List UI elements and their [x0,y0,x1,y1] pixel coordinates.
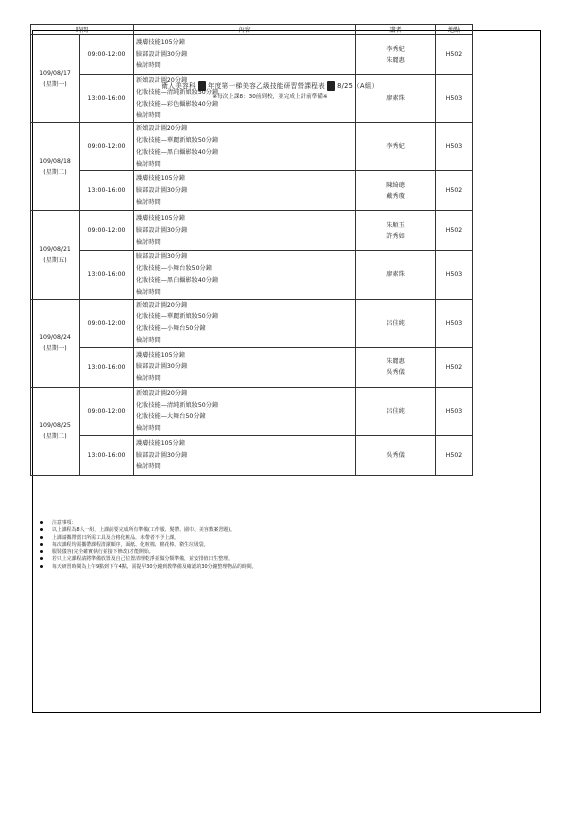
content-line: 新娘設計圖20分鐘 [136,389,188,397]
table-row [31,251,473,299]
room-cell: H503 [436,251,473,299]
time-cell: 09:00-12:00 [80,123,134,171]
content-cell [134,211,356,251]
note-item [40,535,480,542]
teacher-name: 呂佳純 [386,319,405,327]
table-header-row [31,25,473,35]
note-text: 每天研習時間為上午9點到下午4點，需提早30分鐘到教準備及確認的30分鐘整理物品的時間。 [52,563,257,570]
room-cell: H503 [436,75,473,123]
table-row [31,171,473,211]
table-row [31,35,473,75]
content-line: 新娘設計圖20分鐘 [136,77,188,84]
teacher-name: 朱麗惠 [386,56,405,64]
content-line: 檢討時間 [136,463,161,471]
room-cell: H503 [436,123,473,171]
weekday-label: (星期一) [43,345,67,353]
teacher-cell [356,347,436,387]
weekday-label: (星期一) [43,80,67,88]
content-line: 化妝技能—小舞台50分鐘 [136,325,206,333]
bullet-icon [40,557,43,560]
date-label: 109/08/18 [39,157,71,165]
room-cell: H502 [436,347,473,387]
content-cell [134,299,356,347]
bullet-icon [40,536,43,539]
time-cell: 09:00-12:00 [80,299,134,347]
content-cell [134,35,356,75]
teacher-name: 朱順玉 [386,221,405,229]
date-cell [31,211,80,299]
room-cell: H502 [436,211,473,251]
date-cell [31,35,80,123]
content-cell [134,251,356,299]
content-line: 護膚技能105分鐘 [136,215,185,223]
time-cell: 13:00-16:00 [80,75,134,123]
date-label: 109/08/24 [39,334,71,342]
teacher-name: 戴秀瓊 [386,192,405,200]
content-line: 化妝技能—清純新娘妝50分鐘 [136,401,219,409]
teacher-cell [356,435,436,475]
content-line: 檢討時間 [136,198,161,206]
teacher-name: 吳秀儀 [386,369,405,377]
content-line: 護膚技能105分鐘 [136,175,185,183]
note-text: 服裝儀容(完全確實執行並接下修改)才能開始。 [52,549,154,556]
teacher-name: 許秀如 [386,232,405,240]
content-line: 檢討時間 [136,425,161,433]
content-line: 臉部設計圖30分鐘 [136,253,188,261]
date-cell [31,387,80,475]
content-line: 檢討時間 [136,238,161,246]
bullet-icon [40,521,43,524]
note-text: 上課請攜帶當日所需工具及合格化粧品，未帶者不予上課。 [52,534,180,541]
content-cell [134,75,356,123]
teacher-name: 李秀妃 [386,143,405,151]
content-line: 新娘設計圖20分鐘 [136,301,188,309]
content-cell [134,435,356,475]
teacher-cell [356,171,436,211]
teacher-name: 陳綺璁 [386,181,405,189]
room-cell: H503 [436,299,473,347]
table-row [31,435,473,475]
content-cell [134,387,356,435]
content-cell [134,171,356,211]
note-text: 若只上完課程請將準備放置及自己位置清理乾淨並做分類準備，並安排值日生整理。 [52,556,233,563]
table-row [31,387,473,435]
note-item [40,556,480,563]
date-label: 109/08/17 [39,69,71,77]
weekday-label: (星期二) [43,433,67,441]
document-subtitle: ※每次上課8：30前到校，並完成上計前準備※ [212,94,328,100]
room-cell: H502 [436,171,473,211]
teacher-cell [356,35,436,75]
title-left: 衛人美容科 [161,82,196,90]
room-cell: H503 [436,387,473,435]
table-row [31,211,473,251]
weekday-label: (星期五) [43,256,67,264]
content-line: 化妝技能—華麗新娘妝50分鐘 [136,136,219,144]
teacher-cell [356,251,436,299]
teacher-name: 呂佳純 [386,407,405,415]
content-line: 臉部設計圖30分鐘 [136,186,188,194]
content-line: 臉部設計圖30分鐘 [136,50,188,58]
content-line: 檢討時間 [136,336,161,344]
content-line: 護膚技能105分鐘 [136,439,185,447]
time-cell: 13:00-16:00 [80,171,134,211]
content-line: 護膚技能105分鐘 [136,38,185,46]
room-cell: H502 [436,35,473,75]
table-row [31,75,473,123]
content-line: 化妝技能—彩色攝影妝40分鐘 [136,100,219,108]
table-row [31,123,473,171]
date-cell [31,299,80,387]
note-item [40,564,480,571]
content-line: 臉部設計圖30分鐘 [136,451,188,459]
content-line: 化妝技能—大舞台50分鐘 [136,413,206,421]
teacher-cell [356,123,436,171]
time-cell: 13:00-16:00 [80,435,134,475]
note-text: 注意事項： [52,520,77,526]
date-cell [31,123,80,211]
teacher-cell [356,75,436,123]
content-line: 臉部設計圖30分鐘 [136,226,188,234]
bullet-icon [40,550,43,553]
note-text: 以上課程為8人一組，上課前要完成所有準備(工作服、髮帶、圍巾、美容教案習題)。 [52,527,235,534]
content-cell [134,123,356,171]
time-cell: 09:00-12:00 [80,35,134,75]
table-row [31,299,473,347]
header-content: 內容 [134,25,356,35]
content-line: 化妝技能—小舞台妝50分鐘 [136,265,212,273]
schedule-body [31,35,473,476]
header-teacher: 講者 [356,25,436,35]
time-cell: 09:00-12:00 [80,211,134,251]
teacher-name: 李秀妃 [386,45,405,53]
teacher-name: 朱麗惠 [386,358,405,366]
title-right: 8/25（A組） [337,82,379,90]
table-row [31,347,473,387]
schedule-table [30,24,473,476]
teacher-name: 廖素珠 [386,95,405,103]
note-item [40,527,480,534]
teacher-cell [356,387,436,435]
time-cell: 09:00-12:00 [80,387,134,435]
content-line: 新娘設計圖20分鐘 [136,125,188,133]
date-label: 109/08/25 [39,422,71,430]
content-line: 化妝技能—清純新娘妝50分鐘 [136,88,219,96]
header-room: 地點 [436,25,473,35]
content-line: 護膚技能105分鐘 [136,351,185,359]
content-line: 化妝技能—黑白攝影妝40分鐘 [136,276,219,284]
content-line: 臉部設計圖30分鐘 [136,363,188,371]
weekday-label: (星期二) [43,168,67,176]
content-line: 檢討時間 [136,112,161,120]
teacher-cell [356,211,436,251]
time-cell: 13:00-16:00 [80,251,134,299]
teacher-cell [356,299,436,347]
content-line: 化妝技能—黑白攝影妝40分鐘 [136,148,219,156]
content-cell [134,347,356,387]
note-text: 每次課程均需攜帶課程清潔順序，面紙、化粧棉、棉花棒、衛生垃圾袋。 [52,541,209,548]
notes-section [40,520,480,571]
header-time: 時間 [31,25,134,35]
content-line: 檢討時間 [136,62,161,70]
bullet-icon [40,528,43,531]
teacher-name: 吳秀儀 [386,451,405,459]
time-cell: 13:00-16:00 [80,347,134,387]
content-line: 檢討時間 [136,375,161,383]
date-label: 109/08/21 [39,245,71,253]
content-line: 化妝技能—華麗新娘妝50分鐘 [136,313,219,321]
teacher-name: 廖素珠 [386,271,405,279]
title-middle: 年度第一梯美容乙級技能研習營課程表 [207,82,326,90]
room-cell: H502 [436,435,473,475]
content-line: 檢討時間 [136,288,161,296]
bullet-icon [40,543,43,546]
content-line: 檢討時間 [136,160,161,168]
bullet-icon [40,565,43,568]
